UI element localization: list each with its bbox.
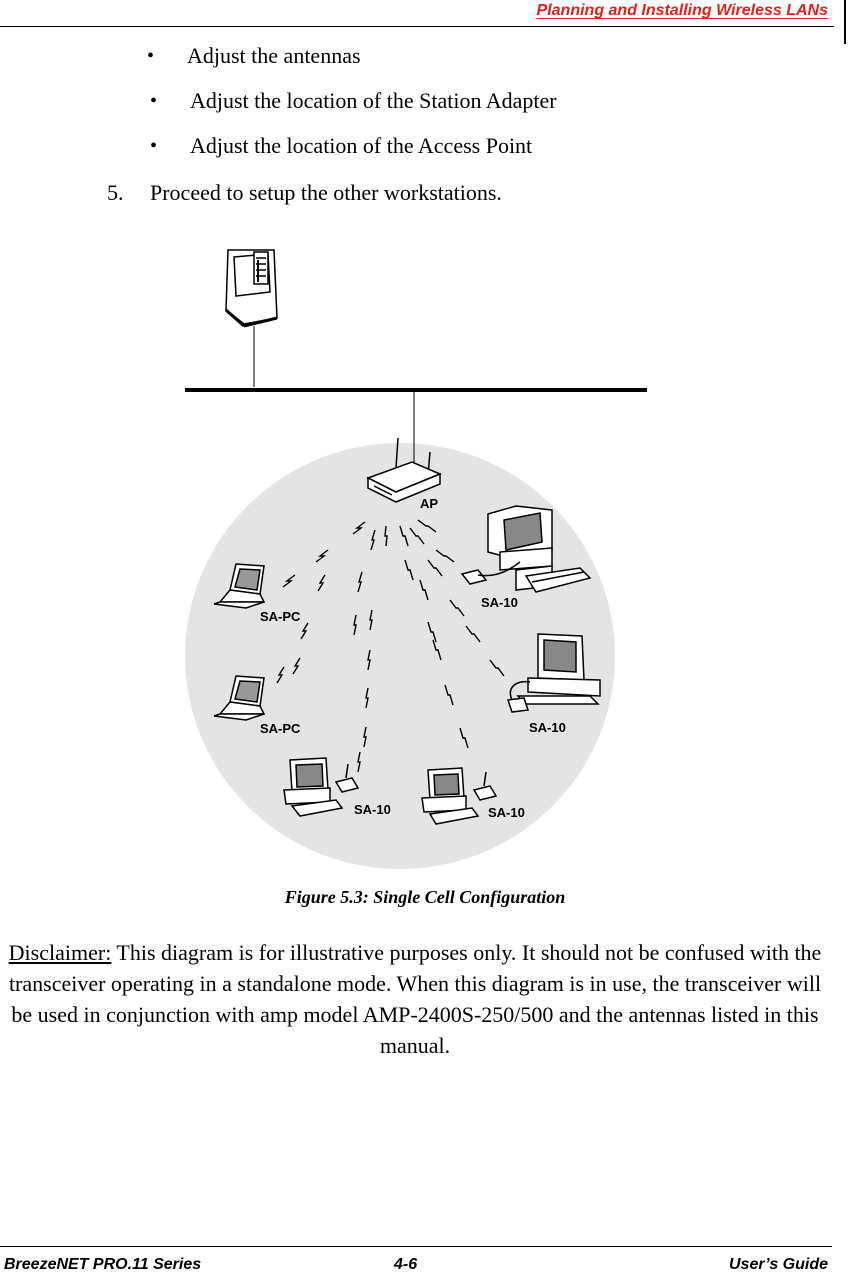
sa10-label: SA-10: [488, 805, 525, 820]
sa-pc-label: SA-PC: [260, 721, 301, 736]
header-rule: [0, 26, 834, 27]
bullet-text: Adjust the location of the Access Point: [190, 133, 533, 158]
bullet-dot: •: [150, 90, 158, 112]
header-margin-mark: [844, 0, 846, 44]
single-cell-diagram: [160, 230, 660, 880]
footer-product: BreezeNET PRO.11 Series: [4, 1256, 202, 1273]
step-text: Proceed to setup the other workstations.: [150, 180, 502, 205]
figure-caption: Figure 5.3: Single Cell Configuration: [284, 887, 566, 907]
bullet-text: Adjust the antennas: [187, 43, 361, 68]
header-title: Planning and Installing Wireless LANs: [536, 2, 828, 19]
sa10-label: SA-10: [529, 720, 566, 735]
step-number: 5.: [107, 180, 124, 205]
footer-page-number: 4-6: [394, 1256, 418, 1273]
sa10-label: SA-10: [354, 802, 391, 817]
disclaimer-text: This diagram is for illustrative purposes only. It should not be confused with the transceiver operating in a standalone mode. When this diagram is in use, the transceiver will be used in conjunction with amp model AMP-2400S-250/500 and the antennas listed in this manual.: [8, 940, 822, 1058]
sa10-label: SA-10: [481, 595, 518, 610]
server-icon: [226, 250, 277, 326]
footer-guide-title: User’s Guide: [728, 1256, 828, 1273]
footer-rule: [0, 1246, 832, 1247]
ap-label: AP: [420, 496, 439, 511]
disclaimer-label: Disclaimer:: [8, 940, 112, 965]
bullet-text: Adjust the location of the Station Adapter: [190, 88, 557, 113]
bullet-dot: •: [150, 135, 158, 157]
sa-pc-label: SA-PC: [260, 609, 301, 624]
bullet-dot: •: [147, 45, 155, 67]
disclaimer-paragraph: [0, 937, 830, 1061]
